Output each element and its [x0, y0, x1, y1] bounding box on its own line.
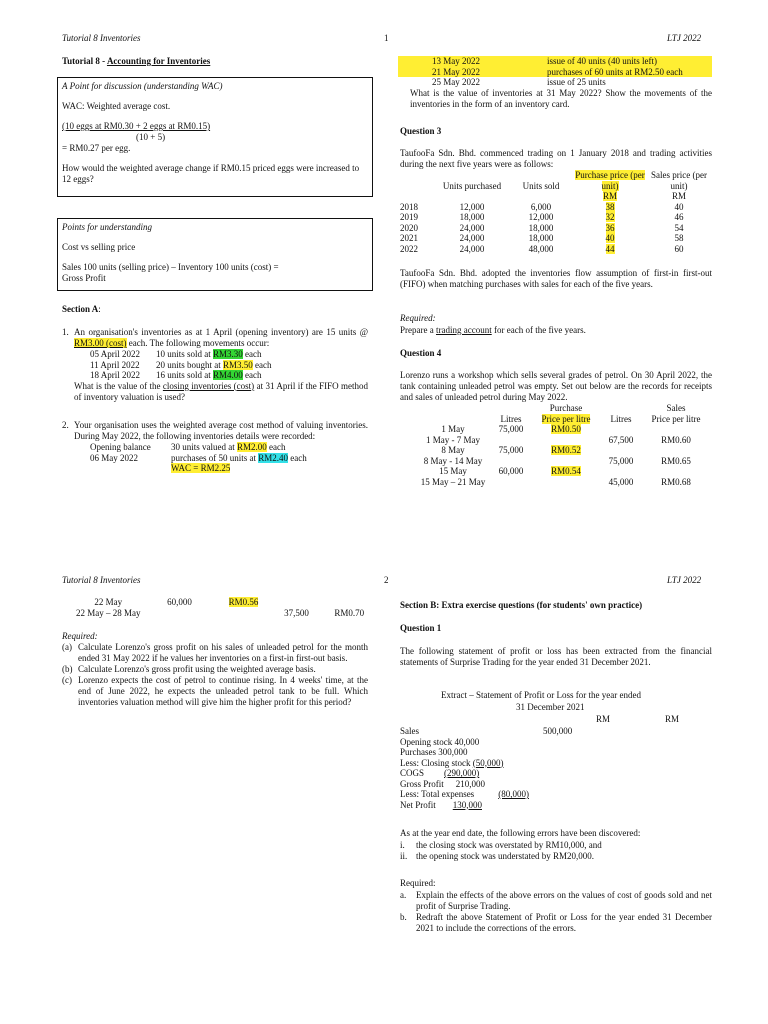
table-row: 11 April 2022 20 units bought at RM3.50 each	[90, 359, 272, 370]
section-a-heading: Section A:	[62, 304, 101, 314]
table-row: COGS (290,000)	[400, 768, 480, 778]
inventory-details-table	[90, 442, 307, 474]
table-row: RM RM	[602, 191, 686, 201]
table-row: Net Profit 130,000	[400, 799, 482, 810]
section-b-heading: Section B: Extra exercise questions (for students' own practice)	[400, 600, 643, 610]
list-item: (c) Lorenzo expects the cost of petrol to continue rising. In 4 weeks' time, at the end of June 2022, he expects the unleaded petrol tank to be full. Which inventories valuation method will give him the higher profit for this period?	[62, 675, 368, 707]
may-movements	[398, 56, 712, 110]
required-label: Required:	[62, 631, 98, 641]
petrol-table-continued	[76, 597, 374, 618]
box-text: WAC: Weighted average cost.	[62, 101, 171, 111]
table-row: 8 May - 14 May 75,000 RM0.65	[423, 455, 691, 466]
understanding-box	[57, 218, 373, 291]
page-header-left: Tutorial 8 Inventories	[62, 575, 141, 585]
table-row	[90, 463, 307, 474]
question-3-fifo-text: TaufooFa Sdn. Bhd. adopted the inventories flow assumption of first-in first-out (FIFO) when matching purchases with sales for each of the five years.	[400, 268, 712, 289]
table-row: Less: Closing stock (50,000)	[400, 757, 504, 768]
table-row: 8 May 75,000 RM0.52	[441, 445, 581, 455]
question-1-requirements	[400, 890, 712, 934]
table-row: 2018 12,000 6,000 38 40	[400, 201, 684, 212]
table-row: 21 May 2022 purchases of 60 units at RM2.50 each	[398, 67, 712, 78]
profit-loss-statement	[400, 726, 572, 810]
list-item: ii. the opening stock was understated by RM20,000.	[400, 851, 594, 861]
table-row: 2019 18,000 12,000 32 46	[400, 212, 684, 222]
question-3-required: Prepare a trading account for each of the five years.	[400, 325, 586, 335]
box-title: Points for understanding	[62, 222, 153, 232]
page-number: 2	[384, 575, 389, 585]
box-question: How would the weighted average change if RM0.15 priced eggs were increased to 12 eggs?	[62, 163, 360, 184]
table-row: 15 May 60,000 RM0.54	[439, 466, 581, 476]
statement-title: Extract – Statement of Profit or Loss for the year ended	[441, 690, 641, 700]
page-header-left: Tutorial 8 Inventories	[62, 33, 141, 43]
table-row: 25 May 2022 issue of 25 units	[432, 77, 606, 87]
question-4-intro: Lorenzo runs a workshop which sells several grades of petrol. On 30 April 2022, the tank containing unleaded petrol was empty. Set out below are the records for receipts and sales of unleaded petrol during May 2022.	[400, 370, 712, 402]
table-row: 2022 24,000 48,000 44 60	[400, 243, 684, 254]
table-row: Less: Total expenses (80,000)	[400, 789, 529, 799]
table-header-row: Litres Price per litre Litres Price per litre	[500, 413, 701, 424]
table-row: 22 May 60,000 RM0.56	[94, 597, 259, 607]
box-title: A Point for discussion (understanding WAC)	[62, 81, 223, 91]
list-item: (b) Calculate Lorenzo's gross profit using the weighted average basis.	[62, 664, 316, 674]
question-2a: 2. Your organisation uses the weighted average cost method of valuing inventories. During May 2022, the following inventories details were recorded: Opening balance 30 units valued at RM2.00 each 06 May 2022 purchases of 50 units at RM2.40 each WAC = RM2.25	[62, 420, 368, 473]
page-number: 1	[384, 33, 389, 43]
wac-numerator: (10 eggs at RM0.30 + 2 eggs at RM0.15)	[62, 121, 211, 131]
question-4-heading: Question 4	[400, 348, 442, 358]
petrol-table	[414, 403, 712, 487]
currency-label: RM	[665, 714, 680, 724]
table-row: 1 May 75,000 RM0.50	[441, 424, 581, 434]
question-4-requirements	[62, 642, 368, 708]
question-1-heading: Question 1	[400, 623, 442, 633]
wac-answer: WAC = RM2.25	[171, 463, 231, 473]
page-2	[0, 540, 768, 1024]
discussion-box-wac	[57, 77, 373, 197]
list-item: a. Explain the effects of the above errors on the values of cost of goods sold and net profit of Surprise Trading.	[400, 890, 712, 911]
required-label: Required:	[400, 313, 436, 323]
list-item: i. the closing stock was overstated by RM10,000, and	[400, 840, 602, 850]
trading-table	[400, 170, 712, 254]
box-text: Sales 100 units (selling price) – Inventory 100 units (cost) =	[62, 262, 279, 272]
question-1a: 1. An organisation's inventories as at 1 April (opening inventory) are 15 units @ RM3.00 (cost) each. The following movements occur: 05 April 2022 10 units sold at RM3.30 each 11 April 2022 20 units bought at RM3.50 each 18 April 2022 16 units sold at RM4.00 each What is the value of the closing inventories (cost) at 31 April if the FIFO method of inventory valuation is used?	[62, 327, 368, 402]
page-header-right: LTJ 2022	[667, 575, 702, 585]
table-row: 1 May - 7 May 67,500 RM0.60	[426, 434, 691, 445]
table-header-row: Units purchased Units sold Purchase price (per unit) Sales price (per unit)	[442, 170, 707, 191]
table-row: Purchases 300,000	[400, 747, 468, 757]
table-row: 2020 24,000 18,000 36 54	[400, 222, 684, 233]
movements-table	[90, 349, 272, 381]
table-group-row: Purchase Sales	[549, 403, 686, 413]
box-text: Gross Profit	[62, 273, 106, 283]
question-3-intro: TaufooFa Sdn. Bhd. commenced trading on 1 January 2018 and trading activities during the next five years were as follows:	[400, 148, 712, 169]
list-item: (a) Calculate Lorenzo's gross profit on his sales of unleaded petrol for the month ended 31 May 2022 if he values her inventories on a first-in first-out basis.	[62, 642, 368, 663]
table-row: 06 May 2022 purchases of 50 units at RM2.40 each	[90, 452, 307, 463]
list-item: b. Redraft the above Statement of Profit or Loss for the year ended 31 December 2021 to include the corrections of the errors.	[400, 912, 712, 933]
table-row: 13 May 2022 issue of 40 units (40 units left)	[398, 56, 712, 67]
table-row: Opening balance 30 units valued at RM2.00 each	[90, 442, 286, 452]
table-row: 2021 24,000 18,000 40 58	[400, 233, 684, 243]
table-row: 18 April 2022 16 units sold at RM4.00 each	[90, 370, 262, 380]
question-3-heading: Question 3	[400, 126, 442, 136]
table-row: 15 May – 21 May 45,000 RM0.68	[420, 476, 691, 487]
errors-intro: As at the year end date, the following errors have been discovered:	[400, 828, 641, 838]
table-row: 22 May – 28 May 37,500 RM0.70	[76, 607, 365, 618]
wac-result: = RM0.27 per egg.	[62, 143, 131, 153]
errors-list	[400, 840, 712, 862]
tutorial-title: Tutorial 8 - Accounting for Inventories	[62, 56, 211, 66]
box-text: Cost vs selling price	[62, 242, 136, 252]
question-1-intro: The following statement of profit or loss has been extracted from the financial statements of Surprise Trading for the year ended 31 December 2021.	[400, 646, 712, 667]
currency-label: RM	[596, 714, 611, 724]
may-question: What is the value of inventories at 31 May 2022? Show the movements of the inventories in the form of an inventory card.	[410, 87, 712, 109]
statement-date: 31 December 2021	[516, 702, 585, 712]
table-row: Gross Profit 210,000	[400, 778, 486, 789]
table-row: Opening stock 40,000	[400, 736, 480, 747]
required-label: Required:	[400, 878, 436, 888]
page-header-right: LTJ 2022	[667, 33, 702, 43]
wac-denominator: (10 + 5)	[136, 132, 166, 142]
table-row: Sales 500,000	[400, 726, 573, 736]
table-row: 05 April 2022 10 units sold at RM3.30 each	[90, 349, 262, 359]
